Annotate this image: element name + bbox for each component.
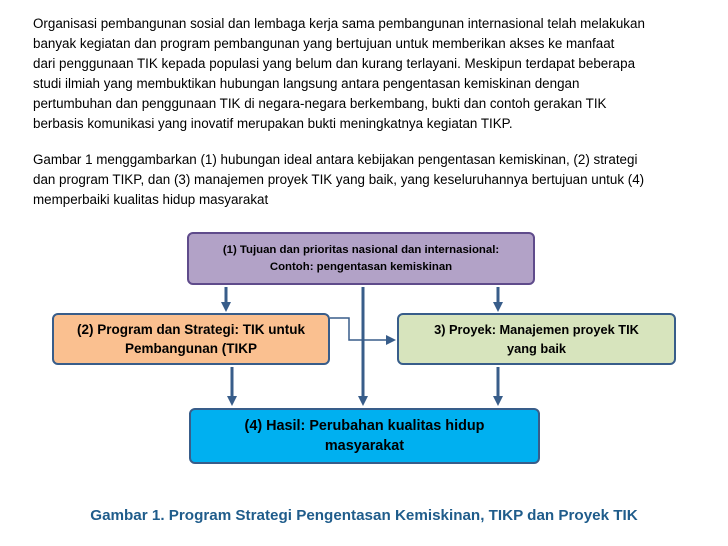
paragraph-line: banyak kegiatan dan program pembangunan yang bertujuan untuk memberikan akses ke manfaat [33, 36, 615, 51]
box-label: masyarakat [324, 438, 405, 454]
figure-caption: Gambar 1. Program Strategi Pengentasan Kemiskinan, TIKP dan Proyek TIK [90, 507, 638, 524]
box-label: Contoh: pengentasan kemiskinan [269, 260, 453, 273]
box-label: (2) Program dan Strategi: TIK untuk [76, 322, 306, 337]
box-label: yang baik [506, 341, 566, 356]
box-program-strategy [52, 313, 330, 365]
box-project-management [397, 313, 676, 365]
connector-box2-to-box3 [330, 318, 391, 340]
paragraph-line: berbasis komunikasi yang inovatif merupakan bukti meningkatnya kegiatan TIKP. [33, 116, 513, 131]
paragraph-line: dan program TIKP, dan (3) manajemen proyek TIK yang baik, yang keseluruhannya bertujuan untuk (4) [33, 172, 645, 187]
box-label: (1) Tujuan dan prioritas nasional dan internasional: [222, 243, 500, 256]
paragraph-line: Gambar 1 menggambarkan (1) hubungan ideal antara kebijakan pengentasan kemiskinan, (2) strategi [33, 152, 638, 167]
paragraph-line: Organisasi pembangunan sosial dan lembaga kerja sama pembangunan internasional telah melakukan [33, 16, 645, 31]
box-national-priorities [187, 232, 535, 285]
box-label: Pembangunan (TIKP [124, 341, 257, 356]
box-label: (4) Hasil: Perubahan kualitas hidup [244, 418, 485, 434]
paragraph-line: pertumbuhan dan penggunaan TIK di negara-negara berkembang, bukti dan contoh gerakan TIK [33, 96, 607, 111]
box-label: 3) Proyek: Manajemen proyek TIK [434, 322, 639, 337]
paragraph-line: memperbaiki kualitas hidup masyarakat [33, 192, 269, 207]
paragraph-line: dari penggunaan TIK kepada populasi yang belum dan kurang terlayani. Meskipun terdapat beberapa [33, 56, 636, 71]
box-result [189, 408, 540, 464]
paragraph-line: studi ilmiah yang membuktikan hubungan langsung antara pengentasan kemiskinan dengan [33, 76, 580, 91]
